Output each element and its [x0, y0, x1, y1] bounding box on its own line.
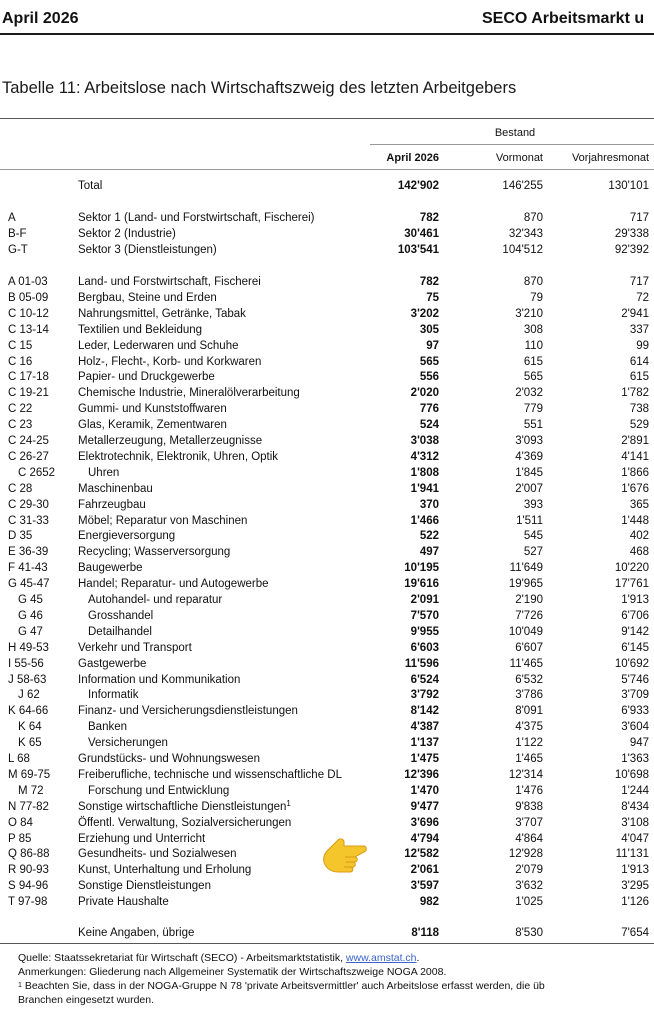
value-previous-year: 6'933: [621, 705, 649, 718]
row-code: C 29-30: [8, 498, 49, 511]
row-code: B-F: [8, 227, 27, 240]
remarks-note: Anmerkungen: Gliederung nach Allgemeiner Systematik der Wirtschaftszweige NOGA 2008.: [18, 966, 447, 978]
value-current: 12'582: [404, 848, 439, 861]
value-current: 30'461: [404, 227, 439, 240]
value-previous-year: 7'654: [621, 927, 649, 939]
value-previous-month: 146'255: [502, 180, 543, 192]
value-current: 103'541: [397, 243, 439, 256]
row-label: Kunst, Unterhaltung und Erholung: [78, 864, 252, 877]
value-previous-year: 3'709: [621, 689, 649, 702]
row-code: J 62: [18, 689, 40, 702]
value-previous-year: 3'604: [621, 721, 649, 734]
row-label: Holz-, Flecht-, Korb- und Korkwaren: [78, 355, 262, 368]
value-previous-month: 2'032: [515, 387, 543, 400]
value-current: 97: [426, 339, 439, 352]
value-previous-year: 1'448: [621, 514, 649, 527]
row-code: C 23: [8, 419, 33, 432]
value-previous-month: 11'649: [509, 562, 543, 575]
row-label: Metallerzeugung, Metallerzeugnisse: [78, 435, 263, 447]
row-label: Total: [78, 180, 103, 192]
row-label: Informatik: [88, 689, 139, 702]
value-previous-month: 615: [523, 355, 543, 368]
value-previous-year: 2'941: [621, 307, 649, 320]
table-row: [0, 576, 654, 592]
value-previous-year: 6'706: [621, 609, 649, 622]
table-row: [0, 640, 654, 656]
row-label: Leder, Lederwaren und Schuhe: [78, 339, 239, 352]
value-previous-month: 779: [523, 403, 543, 416]
row-label: Detailhandel: [88, 625, 152, 638]
value-previous-month: 1'465: [515, 753, 543, 765]
source-link[interactable]: www.amstat.ch: [345, 952, 417, 964]
table-row: [0, 703, 654, 719]
row-code: O 84: [8, 816, 33, 829]
row-code: C 17-18: [8, 371, 49, 384]
value-previous-month: 551: [523, 419, 543, 432]
column-group-header: Bestand: [494, 127, 536, 139]
table-row: [0, 592, 654, 608]
row-code: A 01-03: [8, 276, 48, 288]
row-code: C 24-25: [8, 435, 49, 447]
value-current: 522: [419, 530, 439, 543]
value-previous-month: 79: [530, 291, 543, 304]
value-previous-year: 8'434: [621, 800, 649, 813]
row-code: L 68: [8, 753, 30, 765]
value-previous-month: 12'928: [508, 848, 543, 861]
value-previous-month: 545: [523, 530, 543, 543]
row-code: H 49-53: [8, 641, 49, 654]
row-code: C 22: [8, 403, 33, 416]
value-previous-year: 3'295: [621, 880, 649, 893]
row-code: P 85: [8, 832, 32, 845]
row-code: F 41-43: [8, 562, 48, 575]
value-previous-month: 32'343: [508, 227, 543, 240]
row-label: Gastgewerbe: [78, 657, 147, 670]
value-previous-month: 2'079: [515, 864, 543, 877]
value-previous-month: 1'025: [515, 896, 543, 909]
row-code: T 97-98: [8, 896, 48, 909]
header-divider: [0, 33, 654, 35]
value-current: 1'808: [410, 466, 439, 479]
value-previous-month: 3'786: [515, 689, 543, 702]
source-note: [18, 951, 654, 965]
value-previous-year: 29'338: [614, 227, 649, 240]
table-row: [0, 497, 654, 513]
row-label: Verkehr und Transport: [78, 641, 192, 654]
value-previous-year: 1'913: [621, 594, 649, 606]
value-current: 12'396: [404, 768, 439, 781]
value-current: 8'142: [410, 705, 439, 718]
table-row: [0, 274, 654, 290]
row-label: Erziehung und Unterricht: [78, 832, 206, 845]
value-previous-year: 9'142: [621, 625, 649, 638]
row-code: R 90-93: [8, 864, 49, 877]
row-code: K 64: [18, 721, 42, 734]
row-code: C 19-21: [8, 387, 49, 400]
value-current: 3'792: [410, 689, 439, 702]
row-code: I 55-56: [8, 657, 44, 670]
table-row: [0, 560, 654, 576]
row-code: B 05-09: [8, 291, 49, 304]
value-previous-year: 72: [636, 291, 649, 304]
row-label: Sektor 3 (Dienstleistungen): [78, 243, 217, 256]
row-code: E 36-39: [8, 546, 49, 559]
row-code: G 46: [18, 609, 43, 622]
pointing-hand-icon: [320, 830, 370, 874]
value-current: 6'524: [410, 673, 439, 686]
row-label: Maschinenbau: [78, 482, 153, 495]
value-current: 10'195: [404, 562, 439, 575]
row-label: Banken: [88, 721, 128, 734]
table-row: [0, 338, 654, 354]
table-row: [0, 925, 654, 941]
table-row: [0, 433, 654, 449]
value-previous-year: 337: [629, 323, 649, 336]
value-previous-year: 2'891: [621, 435, 649, 447]
value-current: 4'387: [410, 721, 439, 734]
footnotes: [18, 951, 654, 1007]
source-suffix: .: [416, 952, 420, 964]
value-current: 1'470: [410, 784, 439, 797]
value-current: 7'570: [410, 609, 439, 622]
table-row: [0, 608, 654, 624]
table-row: [0, 354, 654, 370]
value-previous-month: 3'210: [515, 307, 543, 320]
value-previous-month: 9'838: [515, 800, 543, 813]
table-row: [0, 624, 654, 640]
table-row: [0, 719, 654, 735]
value-previous-year: 4'047: [621, 832, 649, 845]
value-current: 3'696: [410, 816, 439, 829]
value-previous-month: 393: [523, 498, 543, 511]
value-previous-month: 104'512: [502, 243, 543, 256]
value-previous-year: 92'392: [614, 243, 649, 256]
row-label: Finanz- und Versicherungsdienstleistungen: [78, 705, 298, 718]
row-code: M 69-75: [8, 768, 51, 781]
row-code: G 47: [18, 625, 43, 638]
header-bottom-rule: [0, 169, 654, 170]
value-previous-month: 4'369: [515, 450, 543, 463]
value-current: 9'477: [410, 800, 439, 813]
value-previous-year: 3'108: [621, 816, 649, 829]
table-row: [0, 513, 654, 529]
table-row: [0, 322, 654, 338]
row-code: K 64-66: [8, 705, 49, 718]
value-previous-month: 110: [524, 339, 543, 352]
row-code: C 15: [8, 339, 33, 352]
value-current: 3'202: [410, 307, 439, 320]
table-row: [0, 449, 654, 465]
table-row: [0, 544, 654, 560]
row-label: Energieversorgung: [78, 530, 176, 543]
value-previous-month: 1'476: [515, 784, 543, 797]
value-previous-year: 130'101: [608, 180, 649, 192]
row-label-wrap: [78, 799, 291, 815]
value-previous-month: 1'511: [516, 514, 543, 527]
footnote-text: Beachten Sie, dass in der NOGA-Gruppe N 78 'private Arbeitsvermittler' auch Arbeitslose erfasst werden, die üb: [21, 980, 545, 992]
value-current: 2'020: [410, 387, 439, 400]
value-previous-year: 738: [629, 403, 649, 416]
value-current: 8'118: [411, 927, 439, 939]
row-label: Baugewerbe: [78, 562, 143, 575]
row-label: Gesundheits- und Sozialwesen: [78, 848, 237, 861]
value-current: 19'616: [404, 578, 439, 591]
table-title: Tabelle 11: Arbeitslose nach Wirtschaftszweig des letzten Arbeitgebers: [2, 79, 517, 97]
table-row: [0, 767, 654, 783]
row-label: Nahrungsmittel, Getränke, Tabak: [78, 307, 246, 320]
value-previous-year: 6'145: [621, 641, 649, 654]
row-code: A: [8, 212, 16, 224]
value-previous-month: 870: [523, 276, 543, 288]
table-row: [0, 751, 654, 767]
value-current: 982: [419, 896, 439, 909]
row-code: M 72: [18, 784, 44, 797]
row-code: C 31-33: [8, 514, 49, 527]
table-row: [0, 290, 654, 306]
header-date: April 2026: [2, 10, 79, 27]
footnote-1-continued: Branchen eingesetzt wurden.: [18, 994, 155, 1006]
row-label: Öffentl. Verwaltung, Sozialversicherungen: [78, 816, 292, 829]
footnote-reference: 1: [286, 798, 291, 808]
value-previous-year: 1'126: [621, 896, 649, 909]
value-previous-month: 12'314: [508, 768, 543, 781]
table-row: [0, 815, 654, 831]
value-previous-year: 468: [629, 546, 649, 559]
header-publication: SECO Arbeitsmarkt u: [482, 10, 645, 27]
value-previous-year: 10'698: [614, 768, 649, 781]
value-previous-month: 7'726: [515, 609, 543, 622]
row-label: Information und Kommunikation: [78, 673, 241, 686]
row-code: D 35: [8, 530, 33, 543]
value-previous-year: 1'866: [621, 466, 649, 479]
table-row: [0, 672, 654, 688]
table-row: [0, 783, 654, 799]
value-previous-year: 1'913: [621, 864, 649, 877]
value-current: 370: [419, 498, 439, 511]
value-previous-year: 529: [629, 419, 649, 432]
value-previous-month: 565: [523, 371, 543, 384]
row-label: Fahrzeugbau: [78, 498, 146, 511]
value-current: 4'312: [410, 450, 439, 463]
row-label: Grosshandel: [88, 609, 154, 622]
value-current: 305: [419, 323, 439, 336]
row-code: N 77-82: [8, 800, 49, 813]
row-label: Uhren: [88, 466, 120, 479]
row-label: Forschung und Entwicklung: [88, 784, 230, 797]
table-row: [0, 481, 654, 497]
row-label: Private Haushalte: [78, 896, 169, 909]
value-current: 524: [419, 419, 439, 432]
value-current: 9'955: [410, 625, 439, 638]
group-header-rule: [370, 144, 654, 145]
value-previous-month: 4'375: [515, 721, 543, 734]
table-row: [0, 306, 654, 322]
column-header-previous-year: Vorjahresmonat: [571, 152, 649, 164]
page-header: [0, 10, 654, 30]
value-current: 6'603: [410, 641, 439, 654]
table-row: [0, 369, 654, 385]
value-previous-year: 10'692: [614, 657, 649, 670]
row-label: Sektor 2 (Industrie): [78, 227, 176, 240]
value-current: 3'038: [410, 435, 439, 447]
value-current: 782: [419, 212, 439, 224]
table-bottom-rule: [0, 943, 654, 944]
value-previous-month: 11'465: [509, 657, 543, 670]
row-label: Gummi- und Kunststoffwaren: [78, 403, 227, 416]
value-previous-year: 11'131: [615, 848, 649, 861]
row-code: Q 86-88: [8, 848, 50, 861]
table-row: [0, 687, 654, 703]
table-row: [0, 878, 654, 894]
value-previous-year: 947: [629, 737, 649, 750]
row-label: Versicherungen: [88, 737, 168, 750]
value-previous-year: 1'244: [621, 784, 649, 797]
value-previous-month: 6'607: [515, 641, 543, 654]
table-row: [0, 226, 654, 242]
value-previous-year: 10'220: [614, 562, 649, 575]
value-previous-year: 615: [629, 371, 649, 384]
row-label: Elektrotechnik, Elektronik, Uhren, Optik: [78, 450, 279, 463]
column-header-current: April 2026: [386, 152, 439, 164]
row-label: Handel; Reparatur- und Autogewerbe: [78, 578, 269, 591]
value-previous-year: 1'363: [621, 753, 649, 765]
value-previous-month: 3'093: [515, 435, 543, 447]
footnote-marker: 1: [18, 982, 22, 989]
row-label: Freiberufliche, technische und wissenschaftliche DL: [78, 768, 342, 781]
table-top-rule: [0, 118, 654, 119]
row-label: Sonstige wirtschaftliche Dienstleistungen: [78, 800, 287, 813]
column-header-previous-month: Vormonat: [495, 152, 543, 164]
value-previous-year: 4'141: [621, 450, 649, 463]
value-previous-month: 527: [523, 546, 543, 559]
row-label: Möbel; Reparatur von Maschinen: [78, 514, 248, 527]
table-row: [0, 210, 654, 226]
value-previous-month: 4'864: [515, 832, 543, 845]
value-previous-month: 1'122: [515, 737, 543, 750]
table-row: [0, 656, 654, 672]
value-previous-month: 19'965: [508, 578, 543, 591]
row-label: Grundstücks- und Wohnungswesen: [78, 753, 260, 765]
row-code: C 26-27: [8, 450, 49, 463]
row-label: Glas, Keramik, Zementwaren: [78, 419, 227, 432]
row-label: Keine Angaben, übrige: [78, 927, 195, 939]
table-row: [0, 735, 654, 751]
row-code: G 45: [18, 594, 43, 606]
row-label: Textilien und Bekleidung: [78, 323, 203, 336]
value-current: 1'475: [410, 753, 439, 765]
value-previous-year: 614: [629, 355, 649, 368]
value-previous-year: 402: [629, 530, 649, 543]
value-current: 2'091: [410, 594, 439, 606]
value-previous-month: 2'190: [515, 594, 543, 606]
row-code: C 2652: [18, 466, 56, 479]
table-row: [0, 894, 654, 910]
value-previous-month: 8'091: [515, 705, 543, 718]
table-row: [0, 385, 654, 401]
value-previous-year: 717: [629, 276, 649, 288]
value-previous-year: 5'746: [621, 673, 649, 686]
value-previous-month: 3'632: [515, 880, 543, 893]
row-label: Bergbau, Steine und Erden: [78, 291, 217, 304]
row-code: K 65: [18, 737, 42, 750]
value-current: 142'902: [397, 180, 439, 192]
row-label: Sonstige Dienstleistungen: [78, 880, 211, 893]
row-code: C 28: [8, 482, 33, 495]
value-current: 3'597: [410, 880, 439, 893]
value-previous-month: 308: [523, 323, 543, 336]
value-previous-year: 1'782: [621, 387, 649, 400]
value-previous-year: 1'676: [621, 482, 649, 495]
row-code: G 45-47: [8, 578, 50, 591]
row-label: Land- und Forstwirtschaft, Fischerei: [78, 276, 261, 288]
table-row: [0, 799, 654, 815]
value-current: 1'941: [410, 482, 439, 495]
value-previous-year: 717: [629, 212, 649, 224]
value-previous-month: 1'845: [515, 466, 543, 479]
value-current: 4'794: [410, 832, 439, 845]
row-code: G-T: [8, 243, 28, 256]
row-code: C 10-12: [8, 307, 49, 320]
value-current: 776: [419, 403, 439, 416]
value-current: 11'596: [404, 657, 439, 670]
value-current: 1'137: [410, 737, 439, 750]
value-previous-month: 8'530: [515, 927, 543, 939]
row-label: Sektor 1 (Land- und Forstwirtschaft, Fischerei): [78, 212, 315, 224]
value-previous-month: 10'049: [508, 625, 543, 638]
row-code: S 94-96: [8, 880, 49, 893]
footnote-1: [18, 979, 654, 993]
value-current: 556: [419, 371, 439, 384]
value-current: 1'466: [410, 514, 439, 527]
value-previous-month: 2'007: [515, 482, 543, 495]
row-code: C 13-14: [8, 323, 49, 336]
value-previous-year: 365: [629, 498, 649, 511]
value-current: 75: [426, 291, 439, 304]
table-row: [0, 242, 654, 258]
table-row: [0, 417, 654, 433]
source-text: Quelle: Staatssekretariat für Wirtschaft (SECO) - Arbeitsmarktstatistik,: [18, 952, 346, 964]
table-row: [0, 465, 654, 481]
value-previous-year: 17'761: [614, 578, 649, 591]
value-previous-year: 99: [636, 339, 649, 352]
row-label: Chemische Industrie, Mineralölverarbeitung: [78, 387, 300, 400]
row-code: C 16: [8, 355, 33, 368]
value-current: 2'061: [410, 864, 439, 877]
table-row: [0, 178, 654, 194]
value-current: 565: [419, 355, 439, 368]
row-label: Autohandel- und reparatur: [88, 594, 223, 606]
value-current: 782: [419, 276, 439, 288]
value-previous-month: 6'532: [515, 673, 543, 686]
table-row: [0, 528, 654, 544]
table-row: [0, 401, 654, 417]
row-label: Papier- und Druckgewerbe: [78, 371, 215, 384]
row-code: J 58-63: [8, 673, 47, 686]
value-previous-month: 870: [523, 212, 543, 224]
value-current: 497: [419, 546, 439, 559]
value-previous-month: 3'707: [515, 816, 543, 829]
row-label: Recycling; Wasserversorgung: [78, 546, 231, 559]
